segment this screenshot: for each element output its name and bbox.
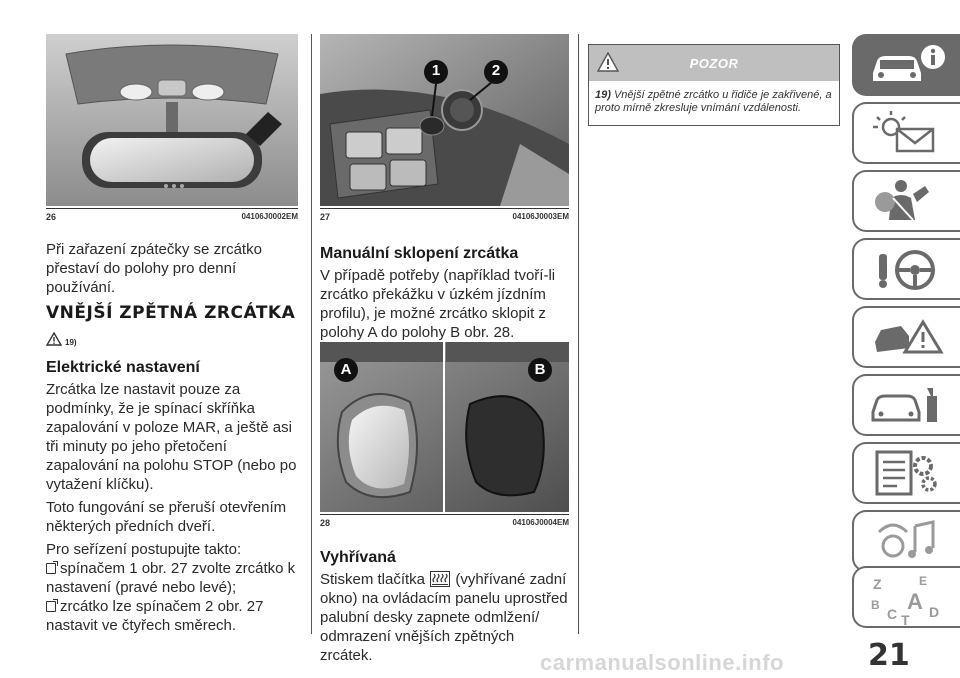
- caution-header: [589, 45, 839, 81]
- column-divider: [311, 34, 312, 634]
- warning-ref-number: 19): [65, 337, 77, 347]
- multimedia-icon: [867, 516, 947, 566]
- tab-specifications[interactable]: [852, 442, 960, 504]
- watermark: carmanualsonline.info: [540, 650, 784, 675]
- steering-wheel-icon: [867, 244, 947, 294]
- index-letter: T: [901, 612, 910, 625]
- subsection-title: Elektrické nastavení: [46, 359, 200, 376]
- index-letter: E: [919, 574, 928, 588]
- warning-triangle-icon: [46, 332, 62, 346]
- figure-26-caption: [46, 208, 298, 224]
- figure-ref: 04106J0002EM: [241, 212, 298, 221]
- caution-body: [589, 81, 839, 125]
- paragraph-text: (vyhřívané zadní okno) na ovládacím panelu uprostřed palubní desky zapnete odmlžení/ odmrazení vnějších zpětných zrcátek.: [320, 571, 568, 664]
- tab-warning-lights[interactable]: [852, 102, 960, 164]
- car-info-icon: [867, 43, 947, 87]
- paragraph-text: Stiskem tlačítka: [320, 571, 426, 588]
- tab-emergency[interactable]: [852, 306, 960, 368]
- figure-number: 26: [46, 212, 57, 222]
- figure-28-caption: [320, 514, 569, 530]
- bullet-text: zrcátko lze spínačem 2 obr. 27 nastavit ve čtyřech směrech.: [46, 598, 264, 634]
- figure-ref: 04106J0003EM: [512, 212, 569, 221]
- mirror-switch-illustration: [320, 34, 569, 206]
- tab-service[interactable]: [852, 374, 960, 436]
- tab-starting-driving[interactable]: [852, 238, 960, 300]
- figure-28-image: [320, 342, 569, 512]
- caution-number: 19): [595, 89, 611, 101]
- tab-multimedia[interactable]: [852, 510, 960, 572]
- warning-triangle-icon: [597, 52, 619, 72]
- figure-number: 28: [320, 518, 331, 528]
- paragraph: Pro seřízení postupujte takto:: [46, 541, 242, 558]
- accident-icon: [867, 312, 947, 362]
- rearview-mirror-illustration: [46, 34, 298, 206]
- section-title: VNĚJŠÍ ZPĚTNÁ ZRCÁTKA: [46, 303, 296, 323]
- page-number: 21: [868, 638, 910, 673]
- bullet-item: [46, 597, 302, 635]
- bullet-icon: [46, 563, 56, 574]
- car-service-icon: [867, 380, 947, 430]
- figure-26-image: [46, 34, 298, 206]
- paragraph: Zrcátka lze nastavit pouze za podmínky, že je spínací skříňka zapalování v poloze MAR, a ještě asi tři minuty po jeho přetočení zapalování na polohu STOP (nebo po vytažení klíčku).: [46, 381, 297, 493]
- figure-27-caption: [320, 208, 569, 224]
- tab-safety[interactable]: [852, 170, 960, 232]
- column-divider: [578, 34, 579, 634]
- bullet-item: [46, 559, 302, 597]
- index-letters-icon: [867, 569, 947, 625]
- caution-box: [588, 44, 840, 126]
- tab-index[interactable]: [852, 566, 960, 628]
- specifications-icon: [867, 448, 947, 498]
- paragraph: [320, 570, 570, 665]
- subsection-title: Vyhřívaná: [320, 549, 396, 566]
- subsection-title: Manuální sklopení zrcátka: [320, 245, 519, 262]
- callout-1: 1: [431, 62, 441, 79]
- index-letter: B: [871, 598, 880, 612]
- callout-2: 2: [491, 62, 501, 79]
- index-letter: C: [887, 606, 898, 622]
- warning-lights-icon: [867, 109, 947, 157]
- paragraph: V případě potřeby (například tvoří-li zrcátko překážku v úzkém jízdním profilu), je možné zrcátko sklopit z polohy A do polohy B obr. 28.: [320, 267, 556, 341]
- index-letter: D: [929, 604, 940, 620]
- side-mirror-fold-illustration: [320, 342, 569, 512]
- callout-a: A: [340, 361, 352, 378]
- column-2: [320, 238, 570, 346]
- index-letter: Z: [873, 576, 882, 592]
- warning-reference: [46, 328, 302, 350]
- safety-airbag-icon: [867, 176, 947, 226]
- column-2-lower: [320, 542, 570, 669]
- column-1: [46, 240, 302, 635]
- caution-text: Vnější zpětné zrcátko u řidiče je zakřivené, a proto mírně zkresluje vnímání vzdálenosti.: [595, 89, 832, 114]
- figure-number: 27: [320, 212, 331, 222]
- intro-paragraph: Při zařazení zpátečky se zrcátko přestaví do polohy pro denní používání.: [46, 241, 262, 296]
- figure-ref: 04106J0004EM: [512, 518, 569, 527]
- callout-b: B: [534, 361, 546, 378]
- caution-title: POZOR: [689, 55, 739, 71]
- tab-car-info[interactable]: [852, 34, 960, 96]
- rear-defrost-icon: [430, 571, 450, 587]
- index-letter: A: [907, 589, 923, 614]
- bullet-text: spínačem 1 obr. 27 zvolte zrcátko k nastavení (pravé nebo levé);: [46, 560, 296, 596]
- bullet-icon: [46, 601, 56, 612]
- paragraph: Toto fungování se přeruší otevřením některých předních dveří.: [46, 499, 287, 535]
- figure-27-image: [320, 34, 569, 206]
